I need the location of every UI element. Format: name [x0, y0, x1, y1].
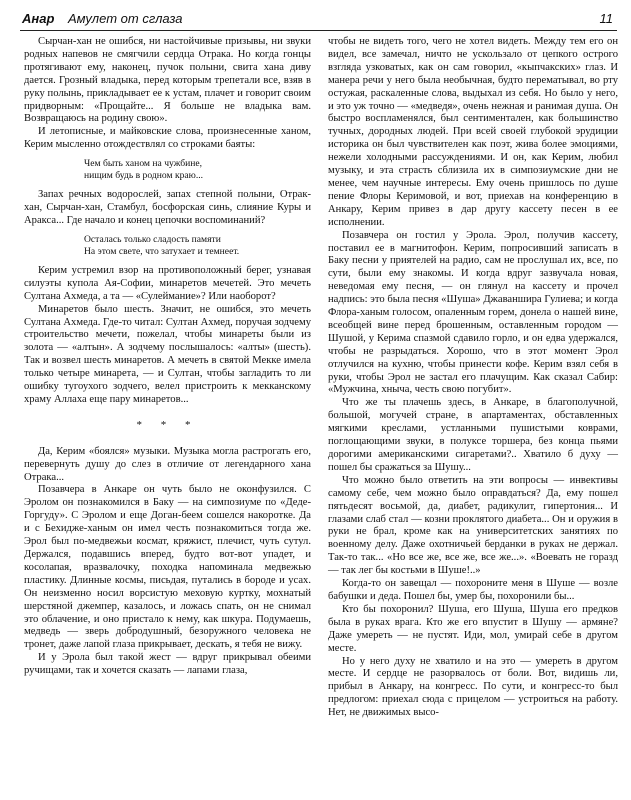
paragraph: Кто бы похоронил? Шуша, его Шуша, Шуша его предков была в руках врага. Кто же его впустит в Шушу — армяне? Даже умереть — не пустят. Иди, мол, умирай себе в другом месте. [328, 603, 618, 654]
paragraph: И у Эрола был такой жест — вдруг прикрывал обеими ручищами, так и хочется сказать — лапами глаза, [24, 652, 311, 677]
verse-line: Чем быть ханом на чужбине, [84, 158, 202, 170]
verse-line: Осталась только сладость памяти [84, 233, 221, 245]
paragraph: Когда-то он завещал — похороните меня в Шуше — возле бабушки и деда. Пошел бы, умер бы, похоронили бы... [328, 578, 618, 602]
paragraph: Керим устремил взор на противоположный берег, узнавая силуэты купола Ая-Софии, минаретов мечетей. Это мечеть Султана Ахмеда, а та — «Сулеймание»? Или наоборот? [24, 264, 311, 302]
paragraph: И летописные, и майковские слова, произнесенные ханом, Керим мысленно отождествлял со строками баяты: [24, 126, 311, 151]
section-divider: * * * [136, 418, 199, 431]
paragraph: Позавчера он гостил у Эрола. Эрол, получив кассету, поставил ее в магнитофон. Керим, попросивший записать в Баку песни у приятелей на радио, сам не прослушал их, все, по сути, были ему знакомы. И когда вдруг зазвучала новая, неведомая ему песня, — он глянул на кассету и прочел надпись: это была песня «Шуша» Джаваншира Гулиева; и когда Флора-ханым голосом, опаленным горем, донела о нашей вине, всеобщей вине перед брошенным, оставленным городом — Шушой, у Керима спазмой сдавило горло, и он едва удержался, чтобы не разрыдаться. Хорошо, что в этот момент Эрол отлучился на кухню, чтобы принести кофе. Керим взял себя в руки, чтобы Эрол не застал его плачущим. Как сказал Сабир: «Мужчина, хныча, честь свою погубит». [328, 229, 618, 396]
page-number: 11 [599, 11, 613, 26]
paragraph: Но у него духу не хватило и на это — умереть в другом месте. И сердце не разорвалось от боли. Вот, видишь ли, прибыл в Анкару, на конгресс. По сути, и конгресс-то был предлогом: приехал сюда с прицелом — устроиться на работу. Нет, не движимых высо- [328, 655, 618, 719]
header-author: Анар [22, 11, 55, 26]
header-title: Амулет от сглаза [68, 11, 183, 26]
paragraph: Позавчера в Анкаре он чуть было не оконфузился. С Эролом он познакомился в Баку — на симпозиуме по «Деде-Горгуду». С Эролом и еще Доган-беем сошелся накоротке. Да и с Бехидже-ханым он имел честь познакомиться тогда же. Эрол был по-медвежьи космат, кряжист, плечист, чуть сутул. Держался, подавшись вперед, будто вот-вот упадет, и косолапая, вразвалочку, походка напоминала медвежью пластику. Длинные космы, письдая, путались в бороде и усах. Он неизменно носил ворсистую меховую куртку, мохнатый шерстяной джемпер, казалось, и ложась спать, он не снимал это облачение, и оно пристало к нему, как шкура. Подумаешь, медведь — зверь добродушный, безоружного человека не тронет, даже лапой глаза прикрывает, дескать, я тебя не вижу. [24, 484, 311, 651]
verse-quote [24, 158, 311, 182]
paragraph: Что можно было ответить на эти вопросы — инвективы самому себе, чем можно было оправдаться? Да, ему пошел пятьдесят восьмой, да, диабет, радикулит, гипертония... И глазами слаб стал — козни проклятого диабета... Он и оружия в руки не брал, кроме как на университетских занятиях по военному делу. Даже охотничьей берданки в руках не держал. Так-то так... «Но все же, все же, все же...». «Воевать не горазд — так лег бы костьми в Шуше!..» [328, 474, 618, 577]
paragraph: Что же ты плачешь здесь, в Анкаре, в благополучной, большой, могучей стране, в апартаментах, обставленных мягкими креслами, устланными пушистыми коврами, поглощающими звуки, в полуксе торшера, без конца пьями дорогими американскими сигаретами?.. Хватило б духу — пошел бы сражаться за Шушу... [328, 397, 618, 473]
paragraph: чтобы не видеть того, чего не хотел видеть. Между тем его он видел, все замечал, ничто не ускользало от цепкого острого взгляда узковатых, как он сам говорил, «кыпчакских» глаз. И манера речи у него была необычная, будто перематывал, во рту остужая, раскаленные слова, выдыхал из себя. Но было у него, и это уж точно — «медведя», очень нежная и ранимая душа. Он быстро воспламенялся, был сентиментален, как большинство тучных, дородных людей. При всей своей глубокой эрудиции историка он был чувствителен как поэт, жива более эмоциями, нежели холодными рассуждениями. И он, как Керим, любил музыку, и эта страсть сблизила их в симпозиумские дни не менее, чем научные интересы. Ему очень пришлось по душе пение Флоры Керимовой, и вот, приехав на конференцию в Анкару, Керим привез в дар другу кассету песен в ее исполнении. [328, 36, 618, 228]
paragraph: Сырчан-хан не ошибся, ни настойчивые призывы, ни звуки родных напевов не смягчили сердца Отрака. Но когда гонцы протягивают ему, наконец, пучок полыни, свита хана диву дается. Грозный владыка, перед которым трепетали все, взяв в руку полынь, прикладывает ее к устам, плачет и говорит своим придворным: «Прощайте... Я больше не владыка вам. Возвращаюсь на родину свою». [24, 36, 311, 125]
paragraph: Да, Керим «боялся» музыки. Музыка могла растрогать его, перевернуть душу до слез в отличие от легендарного хана Отрака... [24, 445, 311, 483]
running-header [20, 8, 617, 31]
verse-line: На этом свете, что затухает и темнеет. [84, 245, 240, 257]
verse-line: нищим будь в родном краю... [84, 170, 204, 182]
right-column [328, 36, 618, 720]
left-column [24, 36, 311, 678]
verse-quote [24, 234, 311, 258]
paragraph: Минаретов было шесть. Значит, не ошибся, это мечеть Султана Ахмеда. Где-то читал: Султан Ахмед, поручая зодчему строительство мечети, пожелал, чтобы минареты были из золота — «алтын». А зодчему послышалось: «алты» (шесть). Так и возвел шесть минаретов. А мечеть в святой Мекке имела только четыре минарета, — и Султан, чтобы загладить то ли ошибку тугоухого зодчего, велел пристроить к мекканскому храму Аллаха еще пару минаретов... [24, 303, 311, 405]
paragraph: Запах речных водорослей, запах степной полыни, Отрак-хан, Сырчан-хан, Стамбул, босфорская синь, слияние Куры и Аракса... Где начало и конец цепочки воспоминаний? [24, 189, 311, 226]
